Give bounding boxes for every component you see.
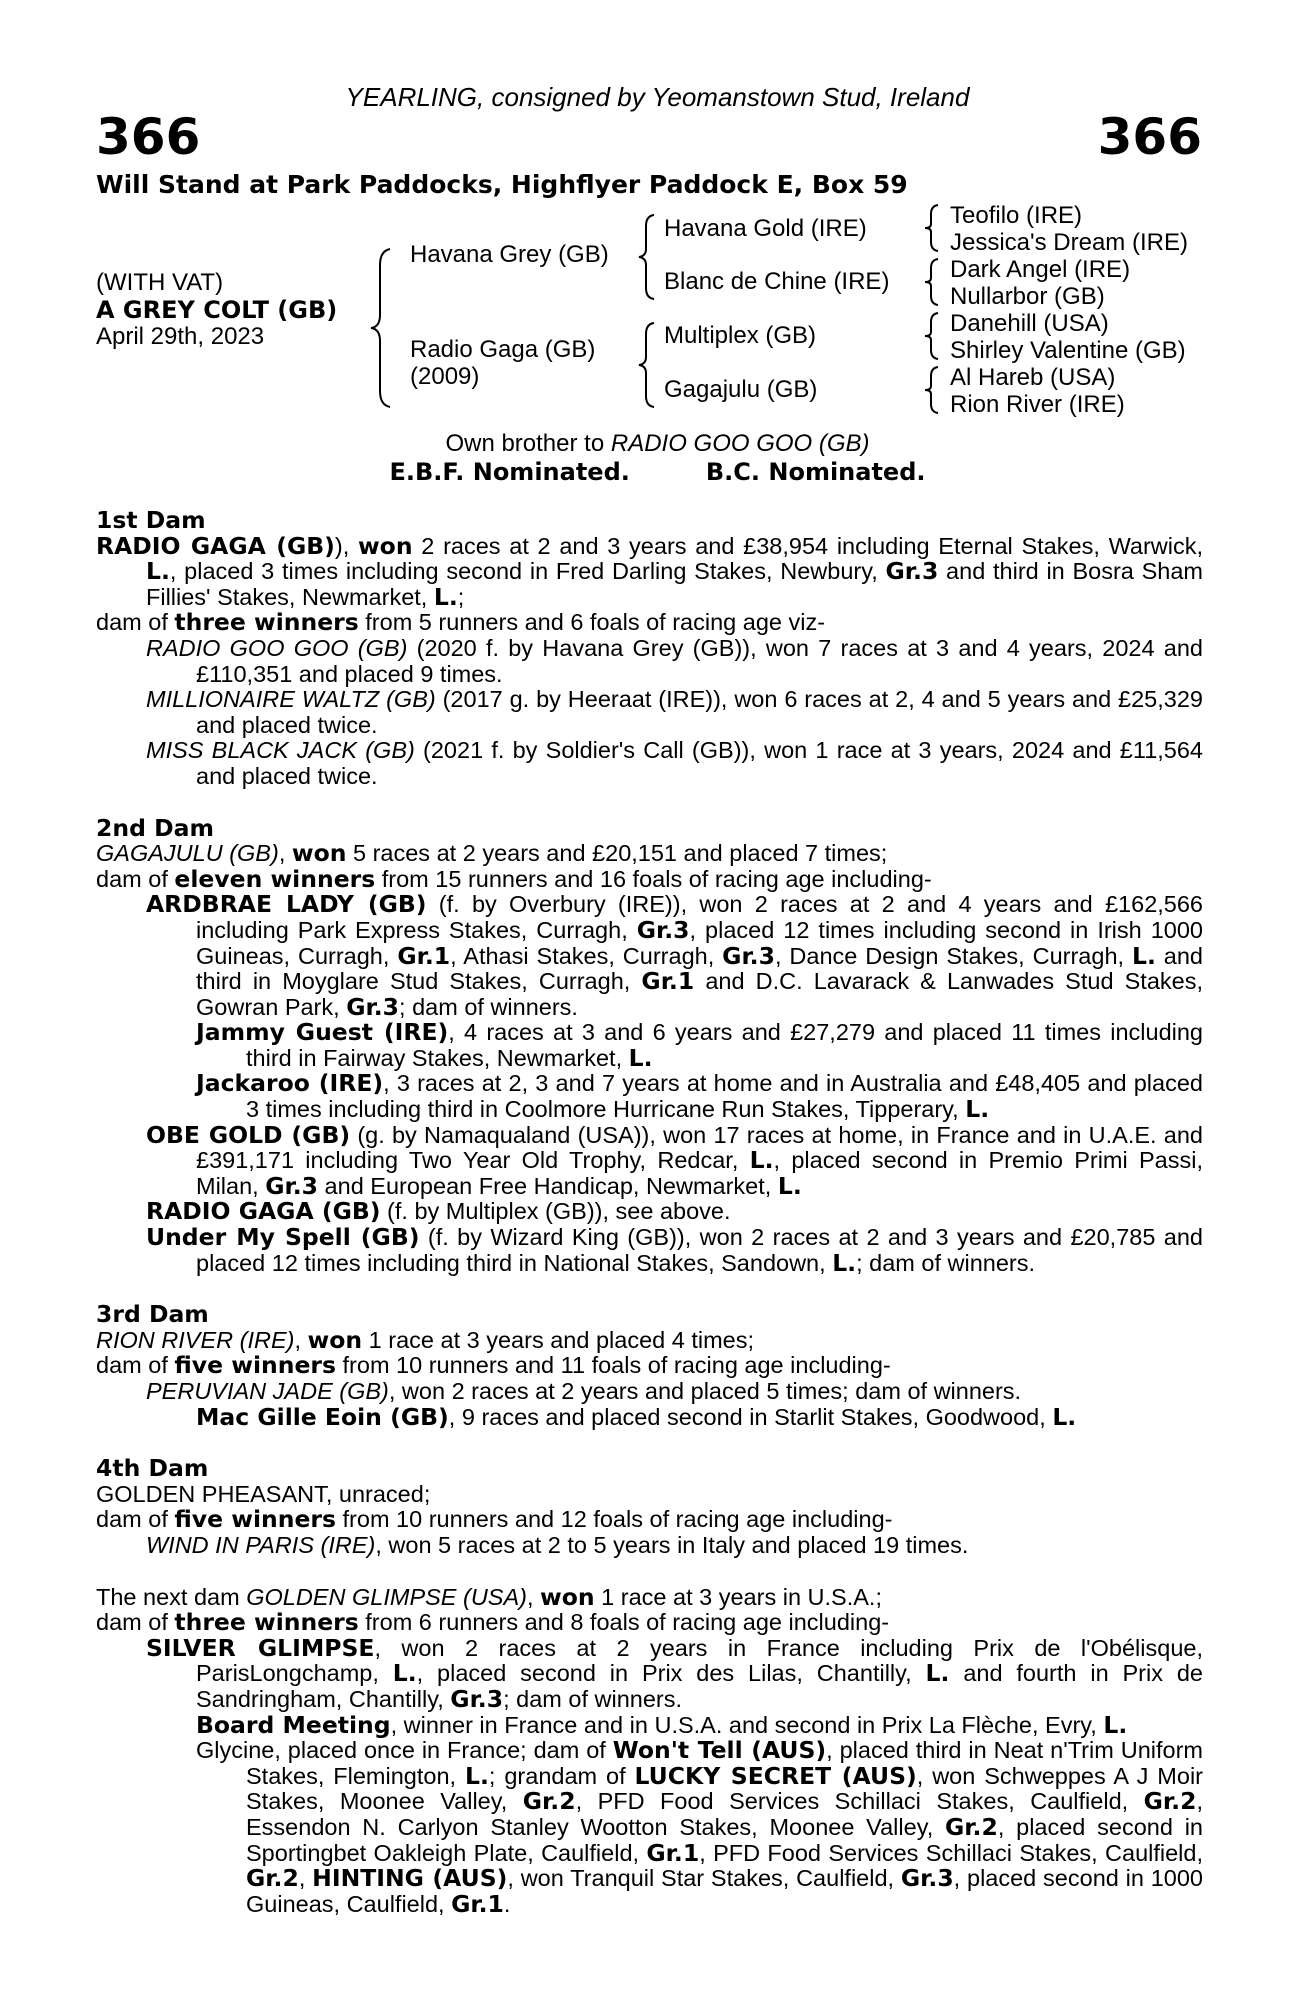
pedigree-brace-g3-1 [922,202,944,254]
bold-text: Mac Gille Eoin (GB) [196,1402,449,1431]
pedigree-brace-main [368,245,398,411]
g3-2-name: Jessica's Dream (IRE) [950,229,1188,256]
text-run: and third in Moyglare Stud Stakes, Curragh, [196,942,1203,995]
produce-entry [96,1199,1203,1225]
produce-entry [96,1633,1203,1713]
bold-text: Gr.3 [636,915,690,944]
bold-text: Gr.3 [885,557,939,586]
bold-text: Gr.2 [522,1787,576,1816]
produce-entry [96,841,1203,867]
g3-6-name: Shirley Valentine (GB) [950,337,1186,364]
produce-entry [96,1482,1203,1508]
pedigree-brace-g3-3 [922,310,944,362]
bold-text: L. [965,1095,990,1124]
text-run: Glycine, placed once in France; dam of [196,1737,613,1764]
dam-heading: 2nd Dam [96,813,214,842]
dam-name: Radio Gaga (GB) [410,336,596,363]
text-run: , placed 3 times including second in Fred Darling Stakes, Newbury, [169,558,886,585]
lot-number-left: 366 [96,108,201,166]
produce-entry [96,1738,1203,1917]
text-run: , 9 races and placed second in Starlit Stakes, Goodwood, [448,1403,1053,1430]
italic-text: RADIO GOO GOO (GB) [146,634,408,661]
text-run: 2 races at 2 and 3 years and £38,954 including Eternal Stakes, Warwick, [412,532,1203,559]
text-run: , placed second in Premio Primi Passi, Milan, [196,1147,1204,1199]
bold-text: Gr.3 [450,1684,504,1713]
bold-text: RADIO GAGA (GB) [146,1197,381,1226]
produce-entry [96,610,1203,636]
text-run: 1 race at 3 years and placed 4 times; [362,1326,755,1353]
produce-entry [96,1225,1203,1276]
text-run: , 4 races at 3 and 6 years and £27,279 and placed 11 times including third in Fairway Stakes, Newmarket, [246,1019,1203,1071]
text-run: ), [334,532,358,559]
sire-name: Havana Grey (GB) [410,241,609,268]
bold-text: Board Meeting [196,1710,391,1739]
nominations [0,458,1315,486]
bold-text: three winners [174,1608,359,1637]
section-gap [96,790,1203,816]
text-run: dam of [96,865,175,892]
text-run: , [526,1583,541,1610]
section-gap [96,1276,1203,1302]
produce-entry [96,864,1203,893]
italic-text: PERUVIAN JADE (GB) [146,1378,389,1404]
produce-record [96,508,1203,1917]
dam-section [96,1302,1203,1430]
bold-text: Gr.2 [246,1864,299,1893]
bold-text: L. [777,1171,802,1200]
bold-text: Gr.3 [722,941,775,970]
text-run: , winner in France and in U.S.A. and second in Prix La Flèche, Evry, [390,1711,1104,1738]
produce-entry [96,687,1203,738]
bold-text: won [540,1582,595,1611]
text-run: and fourth in Prix de Sandringham, Chantilly, [196,1660,1203,1712]
section-gap [96,1430,1203,1456]
produce-entry [96,1610,1203,1636]
produce-entry [96,1379,1203,1405]
bold-text: won [357,531,413,560]
text-run: , placed second in 1000 Guineas, Caulfield, [246,1865,1203,1917]
text-run: ; dam of winners. [856,1249,1036,1276]
pedigree-brace-sire [636,212,660,302]
bold-text: Gr.1 [646,1838,700,1867]
own-brother-note [0,430,1315,458]
bold-text: HINTING (AUS) [312,1864,508,1893]
bold-text: L. [749,1146,774,1175]
bold-text: L. [1131,941,1156,970]
text-run: 1 race at 3 years in U.S.A.; [594,1583,882,1610]
text-run: , [278,840,292,867]
text-run: (2021 f. by Soldier's Call (GB)), won 1 race at 3 years, 2024 and £11,564 and placed twice. [196,737,1204,789]
consignor-line: YEARLING, consigned by Yeomanstown Stud, Ireland [345,82,970,112]
bold-text: L. [1052,1402,1077,1431]
bold-text: Gr.2 [1143,1787,1197,1816]
bold-text: L. [392,1659,417,1688]
bold-text: L. [465,1761,489,1790]
italic-text: MISS BLACK JACK (GB) [146,737,415,764]
produce-entry [96,1353,1203,1379]
text-run: , placed 12 times including second in Irish 1000 Guineas, Curragh, [196,916,1203,969]
bold-text: Jackaroo (IRE) [196,1069,384,1098]
horse-name: A GREY COLT (GB) [96,296,338,324]
bold-text: Gr.1 [397,941,451,970]
bold-text: LUCKY SECRET (AUS) [634,1761,917,1790]
g3-1-name: Teofilo (IRE) [950,202,1083,229]
dam-heading: 3rd Dam [96,1300,209,1329]
text-run: . [503,1890,511,1917]
bold-text: Gr.2 [945,1812,998,1841]
dam-sire-name: Multiplex (GB) [664,322,817,349]
text-run: , won Tranquil Star Stakes, Caulfield, [507,1865,901,1892]
text-run: , 3 races at 2, 3 and 7 years at home and in Australia and £48,405 and placed 3 times including third in Coolmore Hurricane Run Stakes, Tipperary, [246,1070,1203,1123]
dam-dam-name: Gagajulu (GB) [664,376,818,403]
foaling-date: April 29th, 2023 [96,323,265,350]
text-run: dam of [96,1352,175,1379]
pedigree-brace-g3-2 [922,256,944,308]
text-run: , won 5 races at 2 to 5 years in Italy and placed 19 times. [375,1531,969,1558]
text-run: from 10 runners and 12 foals of racing age including- [335,1506,893,1533]
dam-section [96,1582,1204,1918]
text-run: dam of [96,609,175,636]
text-run: and D.C. Lavarack & Lanwades Stud Stakes, Gowran Park, [196,968,1203,1020]
bold-text: won [307,1325,363,1354]
own-brother-prefix: Own brother to [445,430,611,457]
own-brother-name: RADIO GOO GOO (GB) [610,430,870,457]
text-run: ; [457,583,465,610]
text-run: dam of [96,1506,175,1533]
text-run: GOLDEN PHEASANT, unraced; [96,1480,431,1507]
italic-text: RION RIVER (IRE) [96,1326,295,1353]
bold-text: five winners [174,1505,336,1534]
text-run: (f. by Wizard King (GB)), won 2 races at 2 and 3 years and £20,785 and placed 12 times including third in National Stakes, Sandown, [196,1224,1203,1276]
bold-text: Gr.3 [265,1171,319,1200]
text-run: (f. by Overbury (IRE)), won 2 races at 2 and 4 years and £162,566 including Park Express Stakes, Curragh, [196,891,1203,943]
text-run: , [298,1865,313,1892]
bold-text: L. [832,1248,857,1277]
g3-5-name: Danehill (USA) [950,310,1109,337]
sire-dam-name: Blanc de Chine (IRE) [664,268,890,295]
produce-entry [96,636,1203,687]
bold-text: L. [433,582,458,611]
bold-text: eleven winners [174,864,376,893]
text-run: , [294,1326,308,1353]
text-run: from 5 runners and 6 foals of racing age viz- [358,609,826,636]
location-line: Will Stand at Park Paddocks, Highflyer Paddock E, Box 59 [96,170,908,199]
produce-entry [96,1507,1203,1533]
bold-text: Gr.3 [900,1864,954,1893]
text-run: , Essendon N. Carlyon Stanley Wootton Stakes, Moonee Valley, [246,1788,1203,1840]
produce-entry [96,531,1203,611]
bold-text: L. [146,557,170,586]
text-run: , placed second in Prix des Lilas, Chantilly, [416,1660,926,1687]
text-run: , won Schweppes A J Moir Stakes, Moonee Valley, [246,1762,1203,1815]
text-run: (2017 g. by Heeraat (IRE)), won 6 races at 2, 4 and 5 years and £25,329 and placed twice. [196,686,1203,738]
bold-text: OBE GOLD (GB) [146,1120,351,1149]
section-gap [96,1559,1203,1585]
produce-entry [96,892,1203,1020]
bold-text: Gr.1 [451,1889,504,1918]
bold-text: Gr.3 [346,992,400,1021]
text-run: , placed second in Sportingbet Oakleigh Plate, Caulfield, [246,1813,1203,1866]
sire-sire-name: Havana Gold (IRE) [664,215,867,242]
produce-entry [96,1071,1203,1122]
pedigree-brace-g3-4 [922,364,944,416]
pedigree-brace-dam [636,320,660,410]
produce-entry [96,1325,1203,1354]
bold-text: L. [925,1659,950,1688]
dam-heading: 1st Dam [96,506,206,534]
text-run: dam of [96,1609,175,1636]
g3-8-name: Rion River (IRE) [950,391,1125,418]
bold-text: Jammy Guest (IRE) [196,1018,449,1047]
bold-text: Under My Spell (GB) [146,1223,420,1252]
produce-entry [96,1020,1203,1071]
produce-entry [96,1533,1203,1559]
text-run: from 10 runners and 11 foals of racing age including- [335,1352,891,1379]
text-run: 5 races at 2 years and £20,151 and placed 7 times; [346,840,888,867]
text-run: (f. by Multiplex (GB)), see above. [380,1198,731,1225]
produce-entry [96,1710,1203,1739]
text-run: ; dam of winners. [503,1685,683,1712]
vat-label: (WITH VAT) [96,269,224,296]
text-run: , won 2 races at 2 years and placed 5 times; dam of winners. [388,1378,1022,1404]
dam-section [96,813,1204,1277]
produce-entry [96,1402,1203,1431]
text-run: , placed third in Neat n'Trim Uniform Stakes, Flemington, [246,1737,1203,1789]
italic-text: MILLIONAIRE WALTZ (GB) [146,686,436,713]
text-run: , PFD Food Services Schillaci Stakes, Caulfield, [699,1839,1204,1866]
text-run: and third in Bosra Sham Fillies' Stakes, Newmarket, [146,558,1203,610]
ebf-nomination: E.B.F. Nominated. [389,458,630,486]
bold-text: three winners [174,608,359,637]
text-run: and European Free Handicap, Newmarket, [318,1172,778,1199]
bold-text: Won't Tell (AUS) [612,1736,827,1765]
g3-3-name: Dark Angel (IRE) [950,256,1131,283]
dam-section [96,508,1203,790]
produce-entry [96,1582,1203,1611]
text-run: , PFD Food Services Schillaci Stakes, Caulfield, [575,1788,1144,1815]
italic-text: WIND IN PARIS (IRE) [146,1531,376,1558]
bold-text: Gr.1 [641,967,695,996]
bold-text: five winners [174,1351,336,1380]
g3-4-name: Nullarbor (GB) [950,283,1105,310]
italic-text: GAGAJULU (GB) [96,840,279,867]
text-run: (2020 f. by Havana Grey (GB)), won 7 races at 3 and 4 years, 2024 and £110,351 and placed 9 times. [196,634,1203,687]
lot-number-right: 366 [1097,108,1202,166]
bold-text: RADIO GAGA (GB) [96,531,335,560]
text-run: (g. by Namaqualand (USA)), won 17 races at home, in France and in U.A.E. and £391,171 including Two Year Old Trophy, Redcar, [196,1121,1203,1174]
bc-nomination: B.C. Nominated. [705,458,926,486]
text-run: , Dance Design Stakes, Curragh, [774,942,1132,969]
bold-text: won [291,839,347,868]
produce-entry [96,1120,1204,1200]
bold-text: SILVER GLIMPSE [146,1633,375,1662]
text-run: from 6 runners and 8 foals of racing age including- [358,1609,890,1636]
text-run: from 15 runners and 16 foals of racing age including- [375,865,932,892]
text-run: The next dam [96,1583,247,1610]
bold-text: L. [1103,1710,1128,1739]
italic-text: GOLDEN GLIMPSE (USA) [246,1583,527,1610]
text-run: ; grandam of [488,1762,635,1789]
dam-heading: 4th Dam [96,1454,209,1483]
g3-7-name: Al Hareb (USA) [950,364,1116,391]
dam-year: (2009) [410,363,480,390]
text-run: , Athasi Stakes, Curragh, [450,942,723,969]
produce-entry [96,738,1203,789]
text-run: ; dam of winners. [399,993,578,1020]
text-run: , won 2 races at 2 years in France including Prix de l'Obélisque, ParisLongchamp, [196,1634,1203,1687]
bold-text: L. [628,1043,653,1072]
bold-text: ARDBRAE LADY (GB) [146,890,427,919]
dam-section [96,1456,1203,1558]
